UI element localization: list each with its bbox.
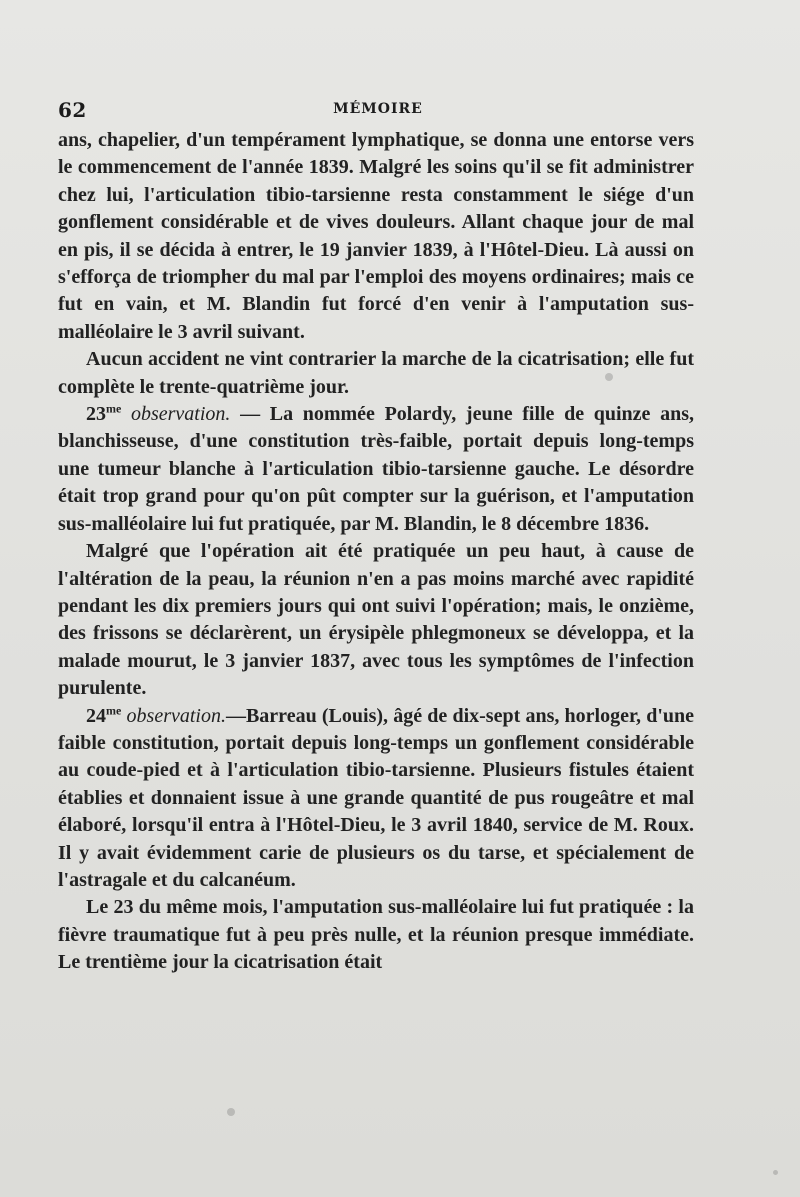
paragraph-4 <box>58 538 694 702</box>
paragraph-2 <box>58 346 694 401</box>
observation-label: observation. <box>126 704 226 727</box>
observation-number: 23 <box>86 403 106 426</box>
paragraph-text: —Barreau (Louis), âgé de dix-sept ans, horloger, d'une faible constitution, portait depuis long-temps un gonflement considérable au coude-pied et à l'articulation tibio-tarsienne. Plusieurs fistules étaient établies et donnaient issue à une grande quantité de pus rougeâtre et mal élaboré, lorsqu'il entra à l'Hôtel-Dieu, le 3 avril 1840, service de M. Roux. Il y avait évidemment carie de plusieurs os du tarse, et spécialement de l'astragale et du calcanéum. <box>58 704 695 891</box>
observation-number: 24 <box>86 704 106 727</box>
observation-suffix: me <box>106 401 122 416</box>
ink-spot <box>605 373 613 381</box>
ink-spot <box>773 1170 778 1175</box>
observation-23 <box>58 401 694 538</box>
paragraph-text: ans, chapelier, d'un tempérament lymphatique, se donna une entorse vers le commencement de l'année 1839. Malgré les soins qu'il se fit administrer chez lui, l'articulation tibio-tarsienne resta constamment le siége d'un gonflement considérable et de vives douleurs. Allant chaque jour de mal en pis, il se décida à entrer, le 19 janvier 1839, à l'Hôtel-Dieu. Là aussi on s'efforça de triompher du mal par l'emploi des moyens ordinaires; mais ce fut en vain, et M. Blandin fut forcé d'en venir à l'amputation sus-malléolaire le 3 avril suivant. <box>58 129 694 343</box>
observation-24 <box>58 703 694 895</box>
observation-suffix: me <box>106 702 122 717</box>
body-text <box>58 127 694 977</box>
paragraph-text: — La nommée Polardy, jeune fille de quinze ans, blanchisseuse, d'une constitution très-faible, portait depuis long-temps une tumeur blanche à l'articulation tibio-tarsienne gauche. Le désordre était trop grand pour qu'on pût compter sur la guérison, et l'amputation sus-malléolaire lui fut pratiquée, par M. Blandin, le 8 décembre 1836. <box>58 403 694 535</box>
page-header <box>58 98 698 124</box>
paragraph-1 <box>58 127 694 346</box>
paragraph-text: Le 23 du même mois, l'amputation sus-malléolaire lui fut pratiquée : la fièvre traumatique fut à peu près nulle, et la réunion presque immédiate. Le trentième jour la cicatrisation était <box>58 896 694 974</box>
paragraph-text: Aucun accident ne vint contrarier la marche de la cicatrisation; elle fut complète le trente-quatrième jour. <box>58 348 694 398</box>
running-head: MÉMOIRE <box>333 101 423 117</box>
ink-spot <box>227 1108 235 1116</box>
observation-label: observation. <box>130 403 231 426</box>
paragraph-text: Malgré que l'opération ait été pratiquée un peu haut, à cause de l'altération de la peau, la réunion n'en a pas moins marché avec rapidité pendant les dix premiers jours qui ont suivi l'opération; mais, le onzième, des frissons se déclarèrent, un érysipèle phlegmoneux se développa, et la malade mourut, le 3 janvier 1837, avec tous les symptômes de l'infection purulente. <box>58 540 694 700</box>
page-number: 62 <box>58 98 87 122</box>
paragraph-6 <box>58 894 694 976</box>
